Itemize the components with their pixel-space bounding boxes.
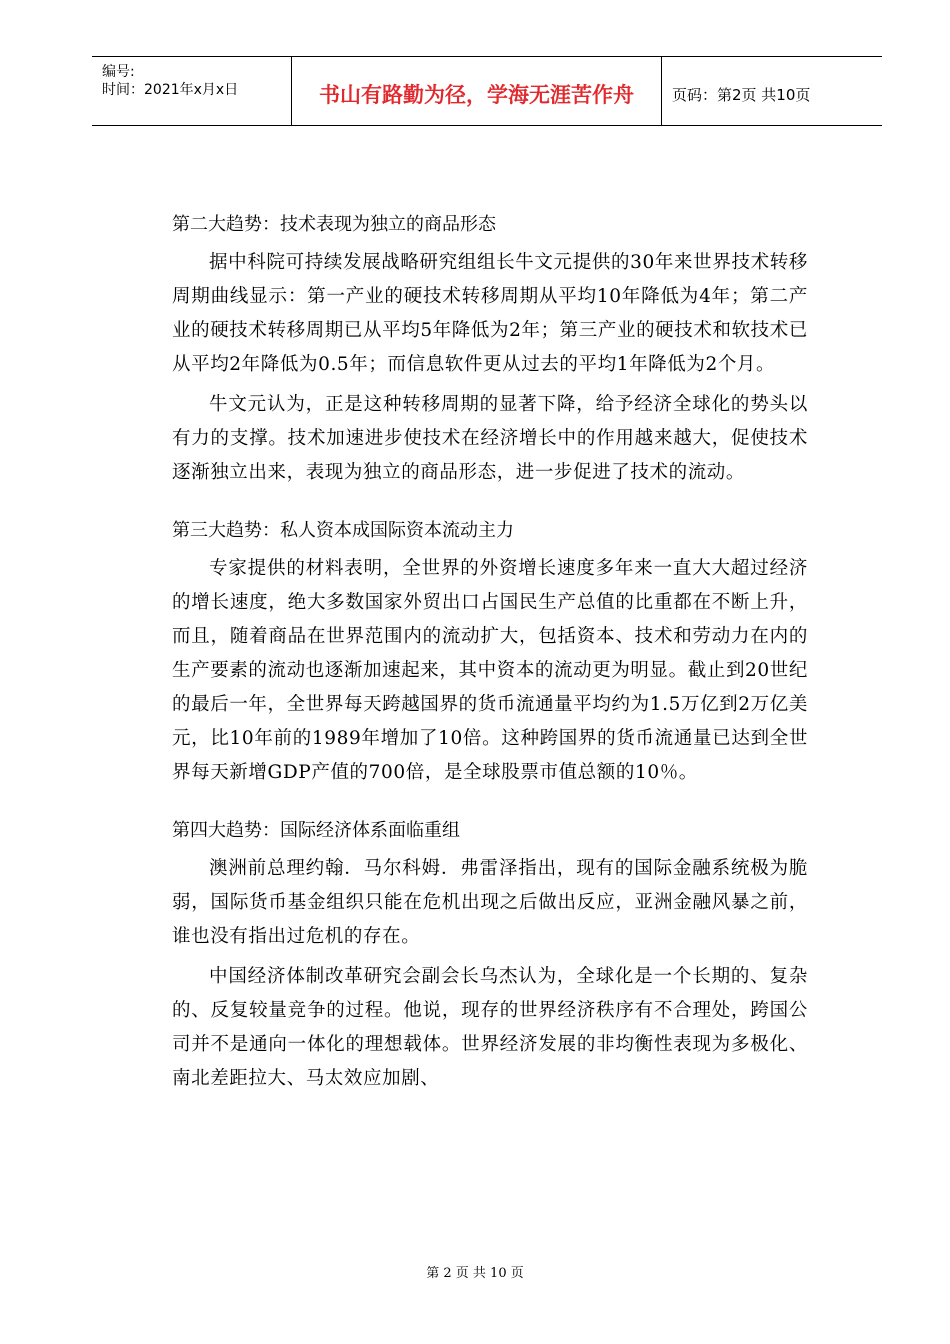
- header-page-number: 页码：第2页 共10页: [672, 85, 811, 104]
- section-title: 第二大趋势：技术表现为独立的商品形态: [172, 214, 496, 235]
- section-trend-2: [172, 210, 808, 490]
- section-trend-3: [172, 516, 808, 790]
- paragraph: 专家提供的材料表明，全世界的外资增长速度多年来一直大大超过经济的增长速度，绝大多数国家外贸出口占国民生产总值的比重都在不断上升，而且，随着商品在世界范围内的流动扩大，包括资本、技术和劳动力在内的生产要素的流动也逐渐加速起来，其中资本的流动更为明显。截止到20世纪的最后一年，全世界每天跨越国界的货币流通量平均约为1.5万亿到2万亿美元，比10年前的1989年增加了10倍。这种跨国界的货币流通量已达到全世界每天新增GDP产值的700倍，是全球股票市值总额的10％。: [172, 558, 808, 783]
- header-motto: 书山有路勤为径，学海无涯苦作舟: [292, 57, 662, 125]
- paragraph: 据中科院可持续发展战略研究组组长牛文元提供的30年来世界技术转移周期曲线显示：第一产业的硬技术转移周期从平均10年降低为4年；第二产业的硬技术转移周期已从平均5年降低为2年；第三产业的硬技术和软技术已从平均2年降低为0.5年；而信息软件更从过去的平均1年降低为2个月。: [172, 252, 808, 375]
- paragraph: 澳洲前总理约翰．马尔科姆．弗雷泽指出，现有的国际金融系统极为脆弱，国际货币基金组织只能在危机出现之后做出反应，亚洲金融风暴之前，谁也没有指出过危机的存在。: [172, 858, 808, 947]
- paragraph: 牛文元认为，正是这种转移周期的显著下降，给予经济全球化的势头以有力的支撑。技术加速进步使技术在经济增长中的作用越来越大，促使技术逐渐独立出来，表现为独立的商品形态，进一步促进了技术的流动。: [172, 394, 808, 483]
- paragraph: 中国经济体制改革研究会副会长乌杰认为，全球化是一个长期的、复杂的、反复较量竞争的过程。他说，现存的世界经济秩序有不合理处，跨国公司并不是通向一体化的理想载体。世界经济发展的非均衡性表现为多极化、南北差距拉大、马太效应加剧、: [172, 966, 808, 1089]
- header-meta: [92, 57, 292, 125]
- page-footer: 第 2 页 共 10 页: [426, 1266, 524, 1281]
- code-label: 编号:: [102, 64, 135, 80]
- time-label: 时间：2021年x月x日: [102, 82, 239, 98]
- section-trend-4: [172, 816, 808, 1096]
- section-title: 第四大趋势：国际经济体系面临重组: [172, 820, 460, 841]
- document-body: [172, 210, 808, 1122]
- page-header: [92, 56, 882, 126]
- section-title: 第三大趋势：私人资本成国际资本流动主力: [172, 520, 514, 541]
